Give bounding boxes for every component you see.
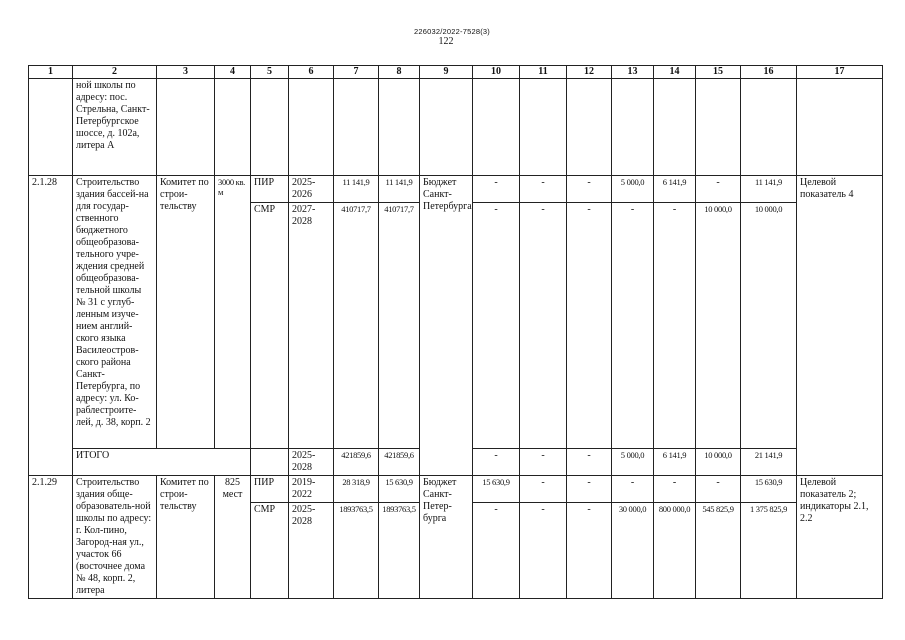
table-row: [29, 176, 883, 203]
column-header: 5: [251, 66, 289, 79]
column-header: 8: [379, 66, 420, 79]
cell: [654, 79, 696, 176]
year-value: -: [473, 503, 520, 599]
page-number: 122: [438, 36, 454, 47]
year-value: -: [520, 176, 567, 203]
year-value: -: [654, 203, 696, 449]
year-value: -: [612, 203, 654, 449]
year-value: 6 141,9: [654, 449, 696, 476]
note: Целевой показатель 4: [797, 176, 883, 476]
year-value: -: [520, 503, 567, 599]
cell: [696, 79, 741, 176]
sum-value: 1 375 825,9: [741, 503, 797, 599]
year-value: -: [520, 476, 567, 503]
object-name: Строительство здания обще-образователь-ной школы по адресу: г. Кол-пино, Загород-ная ул., участок 66 (восточнее дома № 48, корп. 2, литера: [73, 476, 157, 599]
cost-remaining: 410717,7: [379, 203, 420, 449]
capacity: 3000 кв. м: [215, 176, 251, 449]
year-value: -: [612, 476, 654, 503]
year-value: -: [567, 176, 612, 203]
cost-remaining: 15 630,9: [379, 476, 420, 503]
cell: [379, 79, 420, 176]
year-value: 10 000,0: [696, 203, 741, 449]
period: 2025-2028: [289, 449, 334, 476]
year-value: 6 141,9: [654, 176, 696, 203]
year-value: -: [696, 476, 741, 503]
cell: [741, 79, 797, 176]
year-value: 5 000,0: [612, 176, 654, 203]
cost-total: 421859,6: [334, 449, 379, 476]
stage: ПИР: [251, 176, 289, 203]
year-value: -: [654, 476, 696, 503]
year-value: -: [567, 449, 612, 476]
year-value: -: [473, 176, 520, 203]
customer: Комитет по строи-тельству: [157, 476, 215, 599]
cell: [567, 79, 612, 176]
total-label: ИТОГО: [73, 449, 251, 476]
year-value: 15 630,9: [473, 476, 520, 503]
capacity: 825 мест: [215, 476, 251, 599]
period: 2025-2028: [289, 503, 334, 599]
year-value: 30 000,0: [612, 503, 654, 599]
year-value: 5 000,0: [612, 449, 654, 476]
funding-source: Бюджет Санкт-Петер-бурга: [420, 476, 473, 599]
row-number: 2.1.28: [29, 176, 73, 476]
stage: ПИР: [251, 476, 289, 503]
cost-total: 28 318,9: [334, 476, 379, 503]
column-number-row: [29, 66, 883, 79]
cost-remaining: 11 141,9: [379, 176, 420, 203]
program-table: [28, 65, 883, 599]
year-value: 800 000,0: [654, 503, 696, 599]
column-header: 4: [215, 66, 251, 79]
sum-value: 10 000,0: [741, 203, 797, 449]
cell: [251, 79, 289, 176]
cell: [251, 449, 289, 476]
cell: [473, 79, 520, 176]
table-row: [29, 476, 883, 503]
year-value: -: [567, 476, 612, 503]
column-header: 12: [567, 66, 612, 79]
year-value: -: [567, 503, 612, 599]
stage: СМР: [251, 503, 289, 599]
document-id: 226032/2022-7528(3): [414, 27, 490, 36]
table-row: [29, 79, 883, 176]
cell: [420, 79, 473, 176]
column-header: 6: [289, 66, 334, 79]
year-value: 10 000,0: [696, 449, 741, 476]
continued-name-cell: ной школы по адресу: пос. Стрельна, Санкт-Петербургское шоссе, д. 102а, литера А: [73, 79, 157, 176]
object-name: Строительство здания бассей-на для государ-ственного бюджетного общеобразова-тельного учре-ждения средней общеобразова-тельной школы № 31 с углуб-ленным изуче-нием англий-ского языка Василеостров-ского района Санкт-Петербурга, по адресу: ул. Ко-раблестроите-лей, д. 38, корп. 2: [73, 176, 157, 449]
sum-value: 11 141,9: [741, 176, 797, 203]
column-header: 15: [696, 66, 741, 79]
customer: Комитет по строи-тельству: [157, 176, 215, 449]
cost-remaining: 1893763,5: [379, 503, 420, 599]
cell: [520, 79, 567, 176]
note: Целевой показатель 2; индикаторы 2.1, 2.2: [797, 476, 883, 599]
column-header: 3: [157, 66, 215, 79]
stage: СМР: [251, 203, 289, 449]
sum-value: 21 141,9: [741, 449, 797, 476]
year-value: -: [473, 203, 520, 449]
sum-value: 15 630,9: [741, 476, 797, 503]
year-value: -: [696, 176, 741, 203]
column-header: 14: [654, 66, 696, 79]
cell: [289, 79, 334, 176]
column-header: 10: [473, 66, 520, 79]
column-header: 2: [73, 66, 157, 79]
column-header: 16: [741, 66, 797, 79]
period: 2025-2026: [289, 176, 334, 203]
column-header: 17: [797, 66, 883, 79]
cost-remaining: 421859,6: [379, 449, 420, 476]
year-value: -: [473, 449, 520, 476]
column-header: 9: [420, 66, 473, 79]
period: 2027-2028: [289, 203, 334, 449]
cell: [612, 79, 654, 176]
row-number: 2.1.29: [29, 476, 73, 599]
cost-total: 1893763,5: [334, 503, 379, 599]
column-header: 1: [29, 66, 73, 79]
period: 2019-2022: [289, 476, 334, 503]
column-header: 11: [520, 66, 567, 79]
year-value: -: [520, 449, 567, 476]
cell: [215, 79, 251, 176]
cell: [797, 79, 883, 176]
funding-source: Бюджет Санкт-Петербурга: [420, 176, 473, 476]
year-value: 545 825,9: [696, 503, 741, 599]
cell: [29, 79, 73, 176]
year-value: -: [567, 203, 612, 449]
year-value: -: [520, 203, 567, 449]
column-header: 7: [334, 66, 379, 79]
cost-total: 11 141,9: [334, 176, 379, 203]
cost-total: 410717,7: [334, 203, 379, 449]
cell: [334, 79, 379, 176]
column-header: 13: [612, 66, 654, 79]
cell: [157, 79, 215, 176]
